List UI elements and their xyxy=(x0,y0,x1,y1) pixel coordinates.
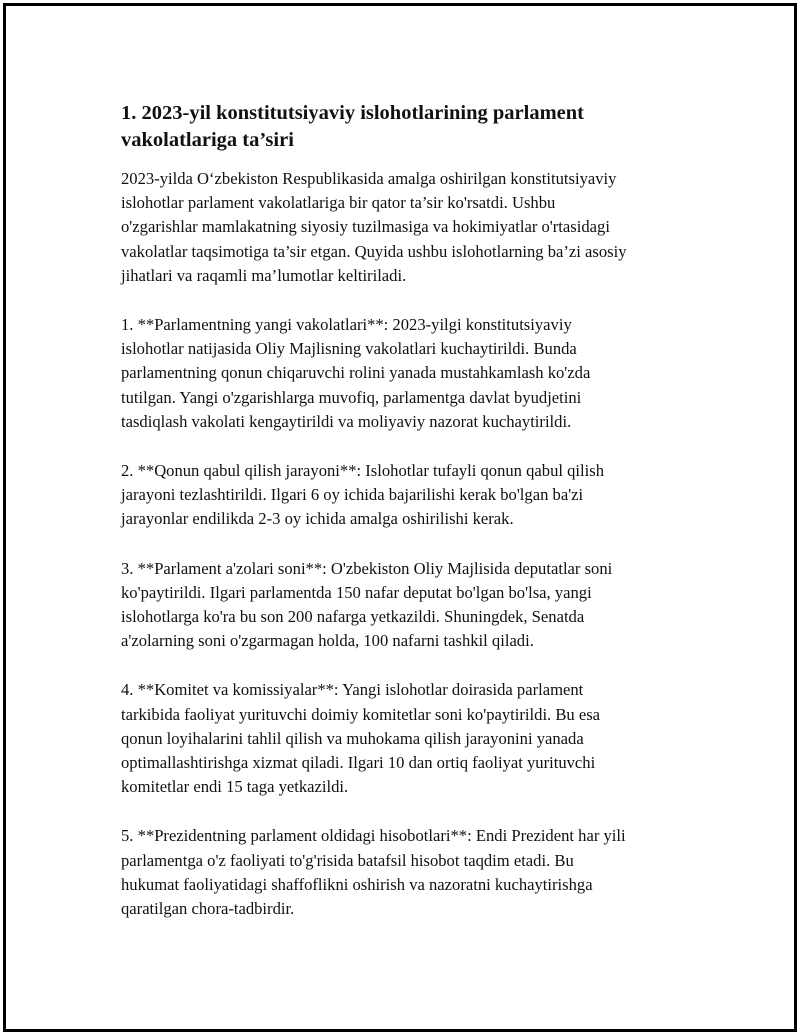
document-body xyxy=(121,100,701,946)
intro-paragraph: 2023-yilda O‘zbekiston Respublikasida amalga oshirilgan konstitutsiyaviy islohotlar parlament vakolatlariga bir qator ta’sir ko'rsatdi. Ushbu o'zgarishlar mamlakatning siyosiy tuzilmasiga va hokimiyatlar o'rtasidagi vakolatlar taqsimotiga ta’sir etgan. Quyida ushbu islohotlarning ba’zi asosiy jihatlari va raqamli ma’lumotlar keltiriladi. xyxy=(121,169,627,285)
point-2-paragraph: 2. **Qonun qabul qilish jarayoni**: Islohotlar tufayli qonun qabul qilish jarayoni tezlashtirildi. Ilgari 6 oy ichida bajarilishi kerak bo'lgan ba'zi jarayonlar endilikda 2-3 oy ichida amalga oshirilishi kerak. xyxy=(121,461,605,529)
point-4-paragraph: 4. **Komitet va komissiyalar**: Yangi islohotlar doirasida parlament tarkibida faoliyat yurituvchi doimiy komitetlar soni ko'paytirildi. Bu esa qonun loyihalarini tahlil qilish va muhokama qilish jarayonini yanada optimallashtirishga xizmat qiladi. Ilgari 10 dan ortiq faoliyat yurituvchi komitetlar endi 15 taga yetkazildi. xyxy=(121,680,601,797)
point-5-paragraph: 5. **Prezidentning parlament oldidagi hisobotlari**: Endi Prezident har yili parlamentga o'z faoliyati to'g'risida batafsil hisobot taqdim etadi. Bu hukumat faoliyatidagi shaffoflikni oshirish va nazoratni kuchaytirishga qaratilgan chora-tadbirdir. xyxy=(121,826,626,919)
point-3-paragraph: 3. **Parlament a'zolari soni**: O'zbekiston Oliy Majlisida deputatlar soni ko'paytirildi. Ilgari parlamentda 150 nafar deputat bo'lgan bo'lsa, yangi islohotlarga ko'ra bu son 200 nafarga yetkazildi. Shuningdek, Senatda a'zolarning soni o'zgarmagan holda, 100 nafarni tashkil qiladi. xyxy=(121,558,613,651)
page-frame xyxy=(3,3,797,1032)
section-heading: 1. 2023-yil konstitutsiyaviy islohotlarining parlament vakolatlariga ta’siri xyxy=(121,102,585,151)
point-1-paragraph: 1. **Parlamentning yangi vakolatlari**: 2023-yilgi konstitutsiyaviy islohotlar natijasida Oliy Majlisning vakolatlari kuchaytirildi. Bunda parlamentning qonun chiqaruvchi rolini yanada mustahkamlash ko'zda tutilgan. Yangi o'zgarishlarga muvofiq, parlamentga davlat byudjetini tasdiqlash vakolati kengaytirildi va moliyaviy nazorat kuchaytirildi. xyxy=(121,315,591,431)
